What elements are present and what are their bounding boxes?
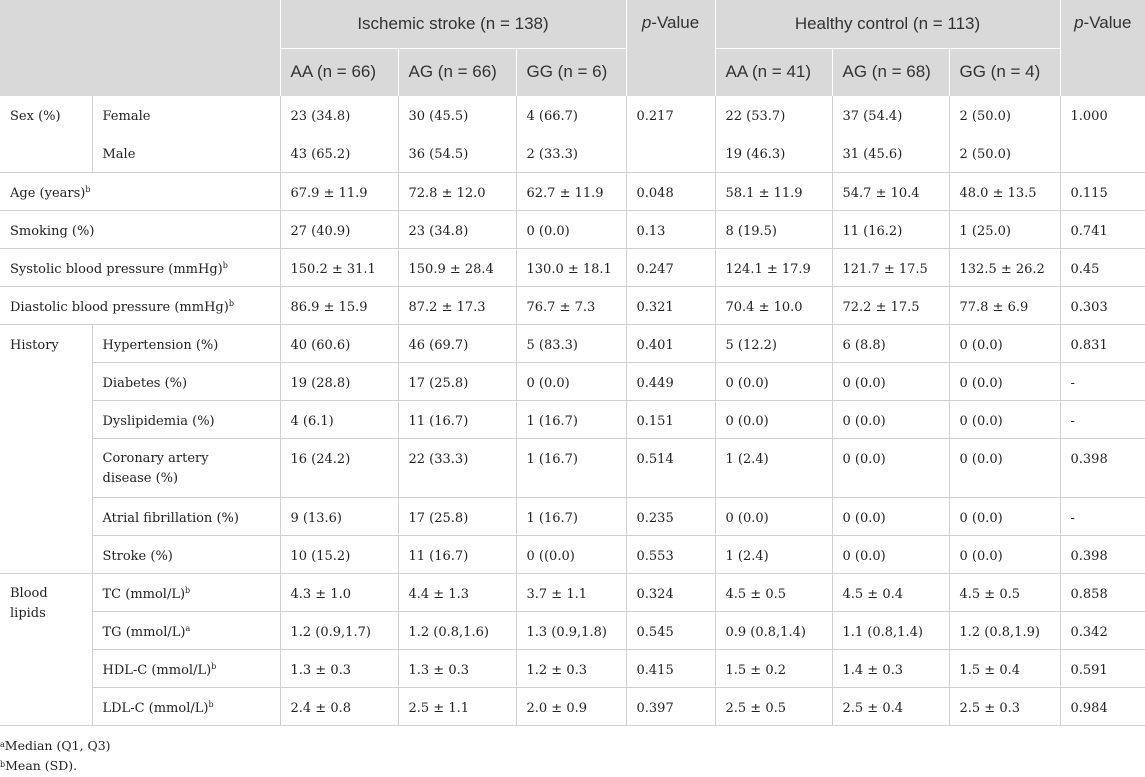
row-sublabel: Hypertension (%) <box>92 324 280 362</box>
table-cell: 19 (46.3) <box>715 134 832 172</box>
table-cell: 1 (16.7) <box>516 497 626 535</box>
row-label: Blood lipids <box>0 573 92 725</box>
table-cell: 16 (24.2) <box>280 438 398 497</box>
row-sublabel: TG (mmol/L)$^a$ <box>92 611 280 649</box>
group-header-ischemic: Ischemic stroke (n = 138) <box>280 0 626 48</box>
table-cell: 1 (25.0) <box>949 210 1060 248</box>
table-cell: 1.2 (0.8,1.6) <box>398 611 516 649</box>
table-cell: 22 (53.7) <box>715 96 832 134</box>
table-cell: 150.2 ± 31.1 <box>280 248 398 286</box>
table-cell: 54.7 ± 10.4 <box>832 172 949 210</box>
table-row <box>0 324 1145 362</box>
table-cell: 11 (16.7) <box>398 535 516 573</box>
p-value-cell: 0.397 <box>626 687 715 725</box>
p-value-cell: 0.449 <box>626 362 715 400</box>
table-cell: 10 (15.2) <box>280 535 398 573</box>
table-cell: 1.5 ± 0.2 <box>715 649 832 687</box>
table-cell: 2.5 ± 1.1 <box>398 687 516 725</box>
table-cell: 70.4 ± 10.0 <box>715 286 832 324</box>
table-cell: 19 (28.8) <box>280 362 398 400</box>
table-cell: 62.7 ± 11.9 <box>516 172 626 210</box>
table-row <box>0 497 1145 535</box>
table-cell: 0 (0.0) <box>715 362 832 400</box>
subheader-gg-1: GG (n = 6) <box>516 48 626 96</box>
table-cell: 46 (69.7) <box>398 324 516 362</box>
table-row <box>0 649 1145 687</box>
table-cell: 4.5 ± 0.5 <box>949 573 1060 611</box>
table-row <box>0 400 1145 438</box>
row-sublabel: Stroke (%) <box>92 535 280 573</box>
table-cell: 2.0 ± 0.9 <box>516 687 626 725</box>
p-value-cell: 0.235 <box>626 497 715 535</box>
table-cell: 150.9 ± 28.4 <box>398 248 516 286</box>
footnote-b: $^b$Mean (SD). <box>0 758 78 773</box>
table-cell: 72.8 ± 12.0 <box>398 172 516 210</box>
table-cell: 4.3 ± 1.0 <box>280 573 398 611</box>
row-sublabel: Diabetes (%) <box>92 362 280 400</box>
table-cell: 11 (16.2) <box>832 210 949 248</box>
table-cell: 1 (2.4) <box>715 535 832 573</box>
footnotes <box>0 736 111 776</box>
table-cell: 1 (2.4) <box>715 438 832 497</box>
table-cell: 0 (0.0) <box>949 497 1060 535</box>
subheader-gg-2: GG (n = 4) <box>949 48 1060 96</box>
row-sublabel: Female <box>92 96 280 134</box>
p-value-cell: 0.553 <box>626 535 715 573</box>
p-value-cell: 0.048 <box>626 172 715 210</box>
table-row <box>0 611 1145 649</box>
table-cell: 4 (66.7) <box>516 96 626 134</box>
table-cell: 40 (60.6) <box>280 324 398 362</box>
table-row <box>0 248 1145 286</box>
table-cell: 4.5 ± 0.5 <box>715 573 832 611</box>
pvalue-header-2: p-Value <box>1060 0 1145 96</box>
row-label: Age (years)$^b$ <box>0 172 280 210</box>
p-value-cell: 0.398 <box>1060 438 1145 497</box>
p-value-cell: 0.151 <box>626 400 715 438</box>
table-cell: 43 (65.2) <box>280 134 398 172</box>
table-cell: 4.5 ± 0.4 <box>832 573 949 611</box>
p-value-cell: 0.514 <box>626 438 715 497</box>
p-value-cell: 0.415 <box>626 649 715 687</box>
row-sublabel: Male <box>92 134 280 172</box>
row-sublabel: TC (mmol/L)$^b$ <box>92 573 280 611</box>
p-value-cell: 0.45 <box>1060 248 1145 286</box>
p-value-cell: 0.13 <box>626 210 715 248</box>
table-cell: 2 (50.0) <box>949 134 1060 172</box>
p-value-cell: 0.741 <box>1060 210 1145 248</box>
table-cell: 1.1 (0.8,1.4) <box>832 611 949 649</box>
table-cell: 22 (33.3) <box>398 438 516 497</box>
table-row <box>0 362 1145 400</box>
table-cell: 1.2 (0.9,1.7) <box>280 611 398 649</box>
p-value-cell: 0.401 <box>626 324 715 362</box>
table-cell: 132.5 ± 26.2 <box>949 248 1060 286</box>
p-value-cell: 0.321 <box>626 286 715 324</box>
p-value-cell: 0.858 <box>1060 573 1145 611</box>
table-cell: 1 (16.7) <box>516 400 626 438</box>
row-label: Smoking (%) <box>0 210 280 248</box>
table-cell: 0 (0.0) <box>715 497 832 535</box>
table-cell: 0 (0.0) <box>832 400 949 438</box>
p-value-cell: 0.303 <box>1060 286 1145 324</box>
table-cell: 72.2 ± 17.5 <box>832 286 949 324</box>
subheader-ag-2: AG (n = 68) <box>832 48 949 96</box>
table-cell: 1.2 ± 0.3 <box>516 649 626 687</box>
table-cell: 0 ((0.0) <box>516 535 626 573</box>
p-value-cell: 0.984 <box>1060 687 1145 725</box>
p-value-cell: - <box>1060 400 1145 438</box>
table-cell: 2 (50.0) <box>949 96 1060 134</box>
table-cell: 5 (12.2) <box>715 324 832 362</box>
table-cell: 87.2 ± 17.3 <box>398 286 516 324</box>
table-cell: 0 (0.0) <box>949 400 1060 438</box>
table-cell: 2.5 ± 0.3 <box>949 687 1060 725</box>
table-cell: 30 (45.5) <box>398 96 516 134</box>
table-cell: 1.5 ± 0.4 <box>949 649 1060 687</box>
row-sublabel: HDL-C (mmol/L)$^b$ <box>92 649 280 687</box>
row-sublabel: Coronary artery disease (%) <box>92 438 280 497</box>
table-cell: 4.4 ± 1.3 <box>398 573 516 611</box>
table-row <box>0 573 1145 611</box>
subheader-ag-1: AG (n = 66) <box>398 48 516 96</box>
table-cell: 31 (45.6) <box>832 134 949 172</box>
table-cell: 4 (6.1) <box>280 400 398 438</box>
row-label: Diastolic blood pressure (mmHg)$^b$ <box>0 286 280 324</box>
row-sublabel: Dyslipidemia (%) <box>92 400 280 438</box>
pvalue-header-1: p-Value <box>626 0 715 96</box>
table-cell: 76.7 ± 7.3 <box>516 286 626 324</box>
table-cell: 121.7 ± 17.5 <box>832 248 949 286</box>
table-cell: 17 (25.8) <box>398 362 516 400</box>
table-cell: 23 (34.8) <box>398 210 516 248</box>
subheader-aa-1: AA (n = 66) <box>280 48 398 96</box>
table-cell: 1.3 (0.9,1.8) <box>516 611 626 649</box>
table-cell: 2.4 ± 0.8 <box>280 687 398 725</box>
table-cell: 0 (0.0) <box>832 497 949 535</box>
table-row <box>0 438 1145 497</box>
table-cell: 1 (16.7) <box>516 438 626 497</box>
table-cell: 6 (8.8) <box>832 324 949 362</box>
table-cell: 17 (25.8) <box>398 497 516 535</box>
footnote-a: $^a$Median (Q1, Q3) <box>0 738 111 753</box>
row-label: Sex (%) <box>0 96 92 172</box>
table-cell: 2.5 ± 0.5 <box>715 687 832 725</box>
table-cell: 1.2 (0.8,1.9) <box>949 611 1060 649</box>
table-cell: 0 (0.0) <box>949 535 1060 573</box>
p-value-cell: 0.324 <box>626 573 715 611</box>
table-cell: 0 (0.0) <box>949 324 1060 362</box>
table-row <box>0 96 1145 134</box>
table-cell: 0 (0.0) <box>715 400 832 438</box>
row-sublabel: Atrial fibrillation (%) <box>92 497 280 535</box>
p-value-cell: - <box>1060 362 1145 400</box>
table-cell: 86.9 ± 15.9 <box>280 286 398 324</box>
table-row <box>0 286 1145 324</box>
table-cell: 77.8 ± 6.9 <box>949 286 1060 324</box>
row-label: Systolic blood pressure (mmHg)$^b$ <box>0 248 280 286</box>
table-cell: 0 (0.0) <box>516 362 626 400</box>
table-cell: 67.9 ± 11.9 <box>280 172 398 210</box>
table-cell: 0 (0.0) <box>832 535 949 573</box>
subheader-aa-2: AA (n = 41) <box>715 48 832 96</box>
table-cell: 23 (34.8) <box>280 96 398 134</box>
table-cell: 0 (0.0) <box>832 438 949 497</box>
table-cell: 2.5 ± 0.4 <box>832 687 949 725</box>
table-cell: 36 (54.5) <box>398 134 516 172</box>
p-value-cell: 0.398 <box>1060 535 1145 573</box>
table-cell: 1.3 ± 0.3 <box>280 649 398 687</box>
table-cell: 0 (0.0) <box>949 438 1060 497</box>
p-value-cell: 0.831 <box>1060 324 1145 362</box>
p-value-cell: 0.247 <box>626 248 715 286</box>
table-row <box>0 687 1145 725</box>
p-value-cell: 0.115 <box>1060 172 1145 210</box>
p-value-cell: 0.545 <box>626 611 715 649</box>
group-header-control: Healthy control (n = 113) <box>715 0 1060 48</box>
table-cell: 8 (19.5) <box>715 210 832 248</box>
table-cell: 58.1 ± 11.9 <box>715 172 832 210</box>
table-row <box>0 210 1145 248</box>
table-cell: 130.0 ± 18.1 <box>516 248 626 286</box>
p-value-cell: 0.591 <box>1060 649 1145 687</box>
table-cell: 0 (0.0) <box>949 362 1060 400</box>
header-blank <box>0 0 280 96</box>
table-cell: 0 (0.0) <box>832 362 949 400</box>
table-cell: 3.7 ± 1.1 <box>516 573 626 611</box>
p-value-cell: 0.217 <box>626 96 715 172</box>
row-label: History <box>0 324 92 573</box>
table-cell: 1.4 ± 0.3 <box>832 649 949 687</box>
table-cell: 124.1 ± 17.9 <box>715 248 832 286</box>
table-row <box>0 134 1145 172</box>
table-cell: 0.9 (0.8,1.4) <box>715 611 832 649</box>
p-value-cell: 0.342 <box>1060 611 1145 649</box>
table-cell: 37 (54.4) <box>832 96 949 134</box>
table-cell: 0 (0.0) <box>516 210 626 248</box>
row-sublabel: LDL-C (mmol/L)$^b$ <box>92 687 280 725</box>
table-cell: 27 (40.9) <box>280 210 398 248</box>
table-cell: 1.3 ± 0.3 <box>398 649 516 687</box>
table-cell: 11 (16.7) <box>398 400 516 438</box>
table-cell: 48.0 ± 13.5 <box>949 172 1060 210</box>
table-cell: 9 (13.6) <box>280 497 398 535</box>
table-row <box>0 535 1145 573</box>
p-value-cell: - <box>1060 497 1145 535</box>
table-row <box>0 172 1145 210</box>
p-value-cell: 1.000 <box>1060 96 1145 172</box>
table-cell: 5 (83.3) <box>516 324 626 362</box>
table-cell: 2 (33.3) <box>516 134 626 172</box>
